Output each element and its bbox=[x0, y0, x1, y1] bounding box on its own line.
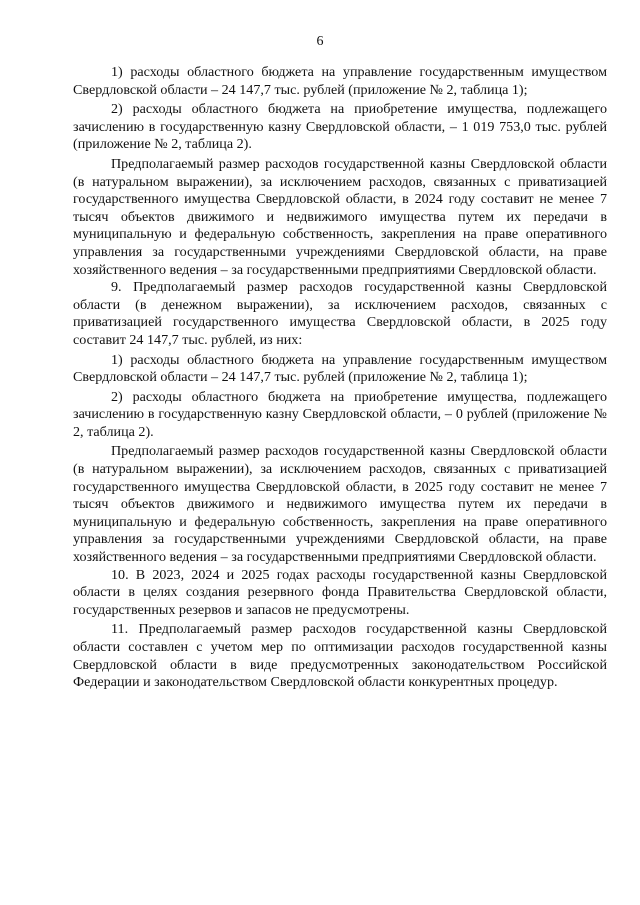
paragraph-budget-acquisition-2025: 2) расходы областного бюджета на приобретение имущества, подлежащего зачислению в государственную казну Свердловской области, – 0 рублей (приложение № 2, таблица 2). bbox=[73, 388, 607, 440]
paragraph-budget-management-2025: 1) расходы областного бюджета на управление государственным имуществом Свердловской области – 24 147,7 тыс. рублей (приложение № 2, таблица 1); bbox=[73, 351, 607, 386]
page-number: 6 bbox=[316, 34, 324, 49]
paragraph-natural-expenses-2025: Предполагаемый размер расходов государственной казны Свердловской области (в натуральном выражении), за исключением расходов, связанных с приватизацией государственного имущества Свердловской области, в 2025 году составит не менее 7 тысяч объектов движимого и недвижимого имущества путем их передачи в муниципальную и федеральную собственность, закрепления на праве оперативного управления за государственными учреждениями Свердловской области, на праве хозяйственного ведения – за государственными предприятиями Свердловской области. bbox=[73, 443, 607, 566]
paragraph-budget-management-2024: 1) расходы областного бюджета на управление государственным имуществом Свердловской области – 24 147,7 тыс. рублей (приложение № 2, таблица 1); bbox=[73, 64, 607, 98]
paragraph-item-10: 10. В 2023, 2024 и 2025 годах расходы государственной казны Свердловской области в целях создания резервного фонда Правительства Свердловской области, государственных резервов и запасов не предусмотрены. bbox=[73, 566, 607, 618]
document-body bbox=[73, 64, 607, 692]
paragraph-item-9: 9. Предполагаемый размер расходов государственной казны Свердловской области (в денежном выражении), за исключением расходов, связанных с приватизацией государственного имущества Свердловской области, в 2025 году составит 24 147,7 тыс. рублей, из них: bbox=[73, 279, 607, 348]
paragraph-item-11: 11. Предполагаемый размер расходов государственной казны Свердловской области составлен с учетом мер по оптимизации расходов государственной казны Свердловской области в виде предусмотренных законодательством Российской Федерации и законодательством Свердловской области конкурентных процедур. bbox=[73, 621, 607, 691]
paragraph-budget-acquisition-2024: 2) расходы областного бюджета на приобретение имущества, подлежащего зачислению в государственную казну Свердловской области, – 1 019 753,0 тыс. рублей (приложение № 2, таблица 2). bbox=[73, 101, 607, 153]
paragraph-natural-expenses-2024: Предполагаемый размер расходов государственной казны Свердловской области (в натуральном выражении), за исключением расходов, связанных с приватизацией государственного имущества Свердловской области, в 2024 году составит не менее 7 тысяч объектов движимого и недвижимого имущества путем их передачи в муниципальную и федеральную собственность, закрепления на праве оперативного управления за государственными учреждениями Свердловской области, на праве хозяйственного ведения – за государственными предприятиями Свердловской области. bbox=[73, 155, 607, 278]
